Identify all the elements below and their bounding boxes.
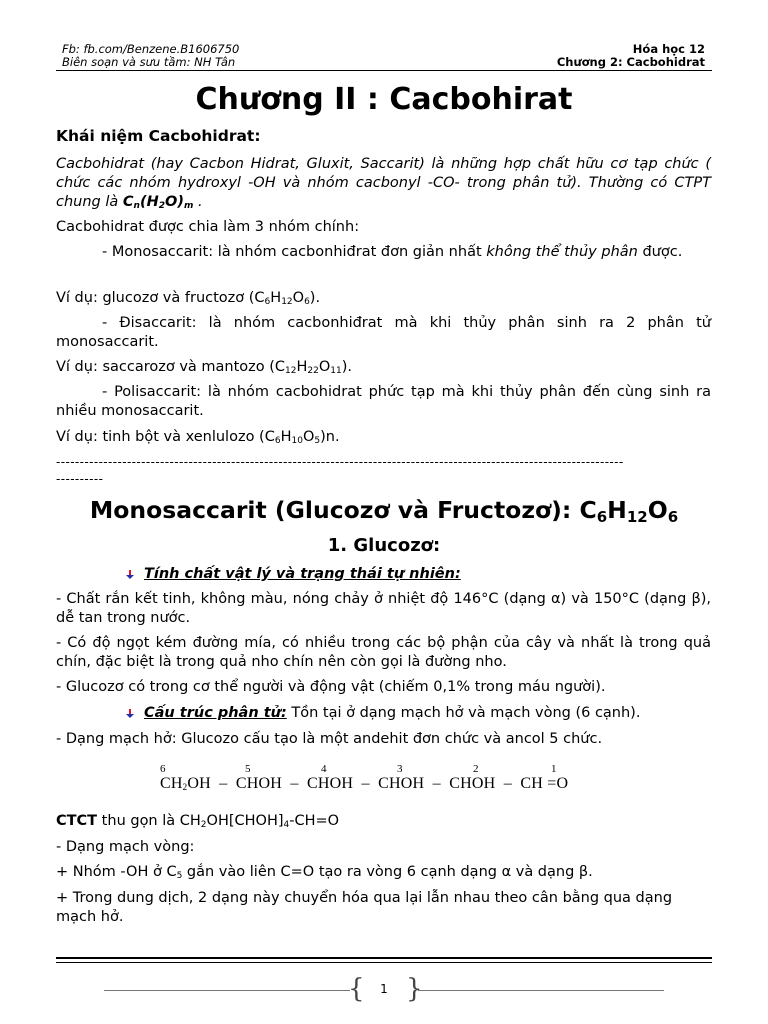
- monosaccharide-heading: Monosaccarit (Glucozơ và Fructozơ): $C_6H_{12}O_6$: [89, 496, 679, 526]
- carbon-number-2: 2: [473, 763, 479, 775]
- separator-dashes-tail: ----------: [56, 472, 104, 486]
- glucose-structural-formula: [160, 763, 620, 799]
- mono-text: - Monosaccarit: là nhóm cacbonhiđrat đơn giản nhất: [102, 244, 482, 260]
- glucose-subheading: 1. Glucozơ:: [327, 535, 441, 556]
- definition-text: Cacbohidrat (hay Cacbon Hidrat, Gluxit, Saccarit) là những hợp chất hữu cơ tạp chức ( chức các nhóm hydroxyl -OH và nhóm cacbonyl -CO- trong phân tử). Thường có CTPT chung là: [56, 156, 711, 210]
- carbon-number-3: 3: [397, 763, 403, 775]
- groups-intro: Cacbohidrat được chia làm 3 nhóm chính:: [56, 219, 360, 235]
- open-chain-description: - Dạng mạch hở: Glucozo cấu tạo là một andehit đơn chức và ancol 5 chức.: [56, 731, 603, 747]
- arrow-bullet-icon: [126, 570, 134, 578]
- example-3: Ví dụ: tinh bột và xenlulozo $(C_6H_{10}O_5)n$.: [56, 429, 340, 446]
- disaccharide-definition: - Đisaccarit: là nhóm cacbonhiđrat mà khi thủy phân sinh ra 2 phân tử monosaccarit.: [56, 315, 711, 350]
- footer-line-right: [418, 990, 664, 991]
- page-number: 1: [380, 982, 388, 996]
- carbon-number-1: 1: [551, 763, 557, 775]
- footer-rule-thick: [56, 957, 712, 959]
- formula-chain: $CH_2OH$ – CHOH – CHOH – CHOH – CHOH – CH =O: [160, 775, 569, 792]
- ctct-label: CTCT: [56, 813, 98, 829]
- header-subject: Hóa học 12: [632, 42, 705, 56]
- physical-property-3: - Glucozơ có trong cơ thể người và động vật (chiếm 0,1% trong máu người).: [56, 679, 606, 695]
- structure-title: Cấu trúc phân tử:: [144, 705, 287, 721]
- ring-form-2: + Trong dung dịch, 2 dạng này chuyển hóa qua lại lẫn nhau theo cân bằng qua dạng mạch hở.: [56, 890, 673, 925]
- header-chapter: Chương 2: Cacbohidrat: [556, 55, 705, 69]
- structure-heading: [126, 704, 768, 723]
- mono-emphasis: không thể thủy phân: [486, 244, 638, 260]
- physical-property-2: - Có độ ngọt kém đường mía, có nhiều trong các bộ phận của cây và nhất là trong quả chín, đặc biệt là trong quả nho chín nên còn gọi là đường nho.: [56, 635, 711, 670]
- example-1: Ví dụ: glucozơ và fructozơ $(C_6H_{12}O_6)$.: [56, 290, 321, 307]
- carbon-number-6: 6: [160, 763, 166, 775]
- physical-properties-title: Tính chất vật lý và trạng thái tự nhiên:: [144, 566, 461, 582]
- definition-paragraph: Cacbohidrat (hay Cacbon Hidrat, Gluxit, Saccarit) là những hợp chất hữu cơ tạp chức ( chức các nhóm hydroxyl -OH và nhóm cacbonyl -CO- trong phân tử). Thường có CTPT chung là $C_n(H_2O)_m$ .: [56, 156, 711, 211]
- general-formula: $C_n(H_2O)_m$: [122, 194, 194, 211]
- physical-property-1: - Chất rắn kết tinh, không màu, nóng chảy ở nhiệt độ 146°C (dạng α) và 150°C (dạng β), dễ tan trong nước.: [56, 591, 711, 626]
- condensed-formula: CTCT thu gọn là $CH_2OH[CHOH]_4-CH=O$: [56, 813, 340, 830]
- ring-intro: - Dạng mạch vòng:: [56, 839, 195, 855]
- page-title: Chương II : Cacbohirat: [195, 82, 573, 117]
- header-rule: [56, 70, 712, 71]
- polysaccharide-definition: - Polisaccarit: là nhóm cacbohidrat phức tạp mà khi thủy phân đến cùng sinh ra nhiều monosaccarit.: [56, 384, 711, 419]
- carbon-number-5: 5: [245, 763, 251, 775]
- mono-end: được.: [642, 244, 683, 260]
- monosaccharide-definition: [56, 243, 711, 262]
- ring-form-1: + Nhóm -OH ở $C_5$ gắn vào liên C=O tạo ra vòng 6 cạnh dạng α và dạng β.: [56, 864, 593, 881]
- example-2: Ví dụ: saccarozơ và mantozo $(C_{12}H_{22}O_{11})$.: [56, 359, 352, 376]
- header-facebook: Fb: fb.com/Benzene.B1606750: [62, 42, 240, 56]
- footer-brace-right: }: [406, 974, 423, 1004]
- physical-properties-heading: [126, 565, 768, 584]
- arrow-bullet-icon: [126, 709, 134, 717]
- footer-rule-thin: [56, 962, 712, 963]
- structure-text: Tồn tại ở dạng mạch hở và mạch vòng (6 cạnh).: [291, 705, 641, 721]
- footer-brace-left: {: [348, 974, 365, 1004]
- carbon-number-4: 4: [321, 763, 327, 775]
- concept-heading: Khái niệm Cacbohidrat:: [56, 127, 261, 145]
- header-author: Biên soạn và sưu tầm: NH Tân: [62, 55, 236, 69]
- separator-dashes: ------------------------------------------------------------------------------------------------------------------------: [56, 455, 624, 469]
- footer-line-left: [104, 990, 350, 991]
